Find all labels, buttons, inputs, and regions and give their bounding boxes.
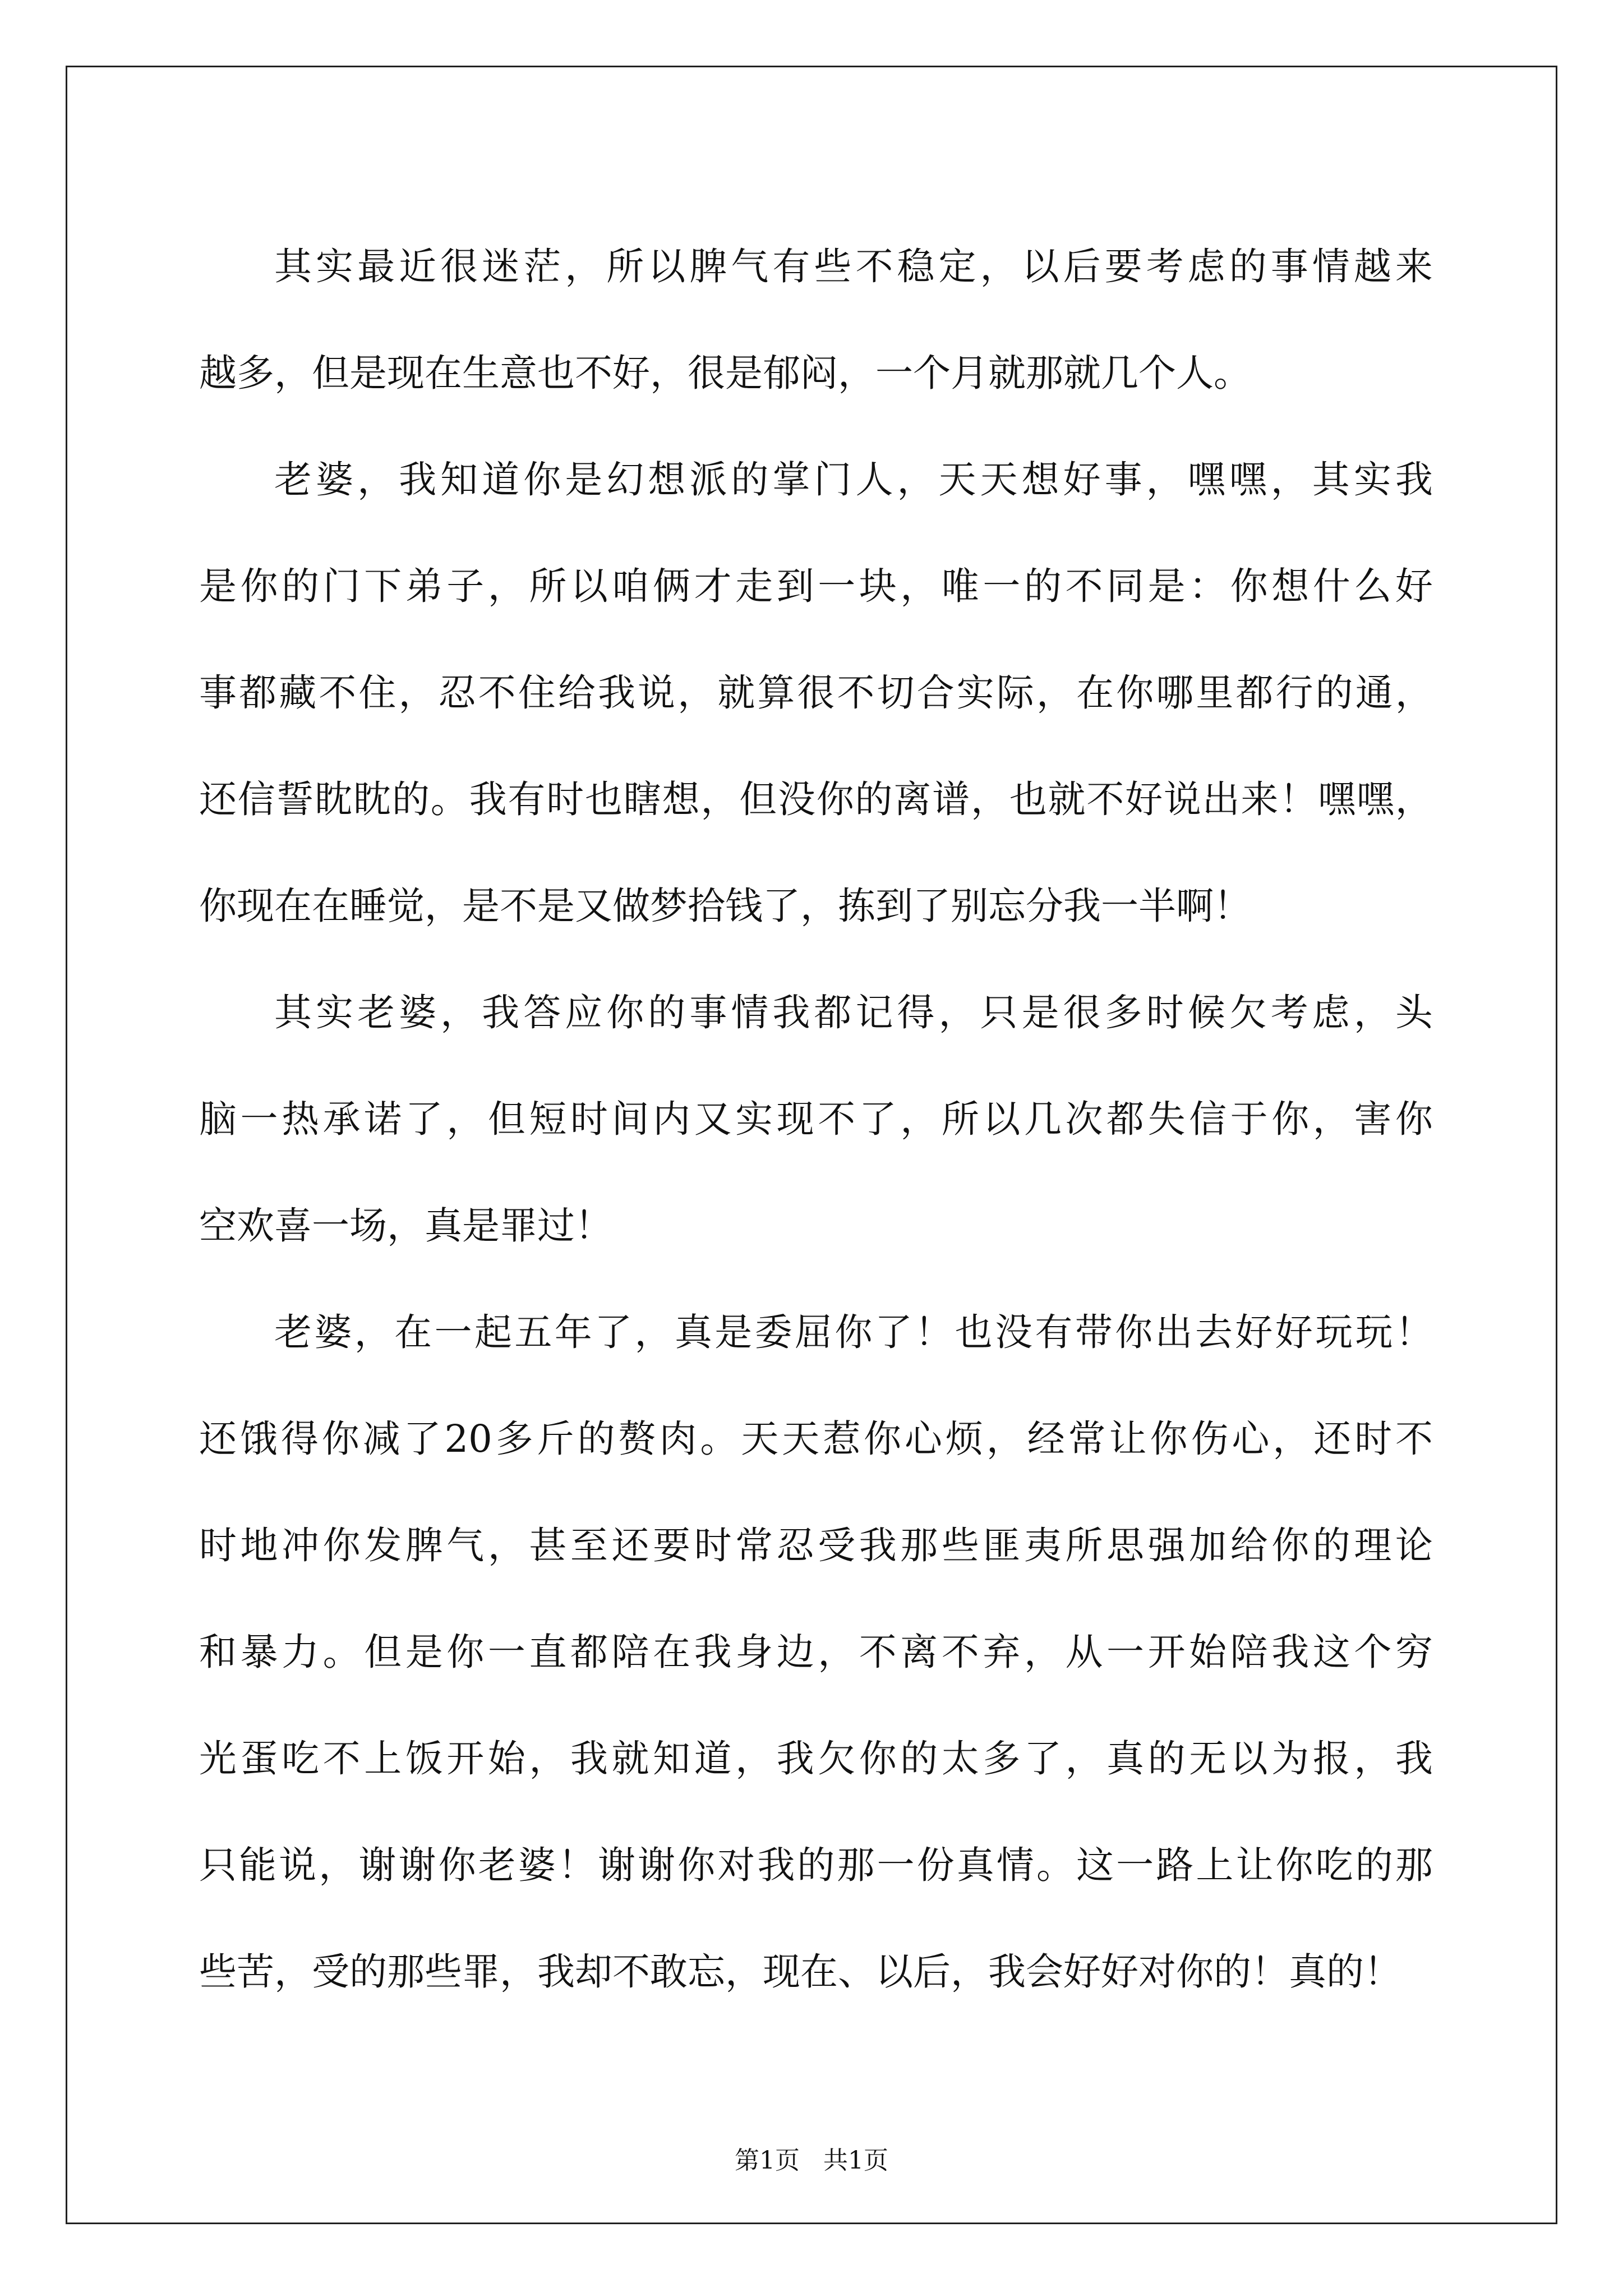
text-line: 老 婆 ， 我 知 道 你 是 幻 想 派 的 掌 门 人 ， 天 天 想 好 事 ， 嘿 嘿 ， 其 实 我 <box>274 458 1433 501</box>
text-line: 其 实 最 近 很 迷 茫 ， 所 以 脾 气 有 些 不 稳 定 ， 以 后 要 考 虑 的 事 情 越 来 <box>274 245 1433 288</box>
text-line: 时 地 冲 你 发 脾 气 ， 甚 至 还 要 时 常 忍 受 我 那 些 匪 夷 所 思 强 加 给 你 的 理 论 <box>199 1524 1433 1567</box>
text-line: 是 你 的 门 下 弟 子 ， 所 以 咱 俩 才 走 到 一 块 ， 唯 一 的 不 同 是 ： 你 想 什 么 好 <box>199 564 1433 608</box>
text-line: 和 暴 力 。 但 是 你 一 直 都 陪 在 我 身 边 ， 不 离 不 弃 ， 从 一 开 始 陪 我 这 个 穷 <box>199 1630 1433 1674</box>
text-line: 只 能 说 ， 谢 谢 你 老 婆 ！ 谢 谢 你 对 我 的 那 一 份 真 情 。 这 一 路 上 让 你 吃 的 那 <box>199 1843 1433 1887</box>
text-line: 还 信 誓 眈 眈 的 。 我 有 时 也 瞎 想 ， 但 没 你 的 离 谱 ， 也 就 不 好 说 出 来 ！ 嘿 嘿 ， <box>199 777 1433 821</box>
page-total: 共1页 <box>823 2146 888 2175</box>
text-line: 你现在在睡觉，是不是又做梦拾钱了，拣到了别忘分我一半啊！ <box>199 884 1251 928</box>
text-line: 越多，但是现在生意也不好，很是郁闷，一个月就那就几个人。 <box>199 351 1251 395</box>
text-line: 脑 一 热 承 诺 了 ， 但 短 时 间 内 又 实 现 不 了 ， 所 以 几 次 都 失 信 于 你 ， 害 你 <box>199 1097 1433 1141</box>
text-line: 其 实 老 婆 ， 我 答 应 你 的 事 情 我 都 记 得 ， 只 是 很 多 时 候 欠 考 虑 ， 头 <box>274 991 1433 1034</box>
page-footer <box>0 2140 1623 2176</box>
text-line: 还 饿 得 你 减 了 20 多 斤 的 赘 肉 。 天 天 惹 你 心 烦 ， 经 常 让 你 伤 心 ， 还 时 不 <box>199 1417 1433 1461</box>
text-line: 些苦，受的那些罪，我却不敢忘，现在、以后，我会好好对你的！真的！ <box>199 1950 1401 1994</box>
page-number: 第1页 <box>735 2146 800 2175</box>
text-line: 空欢喜一场，真是罪过！ <box>199 1204 612 1248</box>
document-body <box>199 213 1433 2025</box>
text-line: 老 婆 ， 在 一 起 五 年 了 ， 真 是 委 屈 你 了 ！ 也 没 有 带 你 出 去 好 好 玩 玩 ！ <box>274 1310 1433 1354</box>
text-line: 光 蛋 吃 不 上 饭 开 始 ， 我 就 知 道 ， 我 欠 你 的 太 多 了 ， 真 的 无 以 为 报 ， 我 <box>199 1737 1433 1780</box>
text-line: 事 都 藏 不 住 ， 忍 不 住 给 我 说 ， 就 算 很 不 切 合 实 际 ， 在 你 哪 里 都 行 的 通 ， <box>199 671 1433 715</box>
